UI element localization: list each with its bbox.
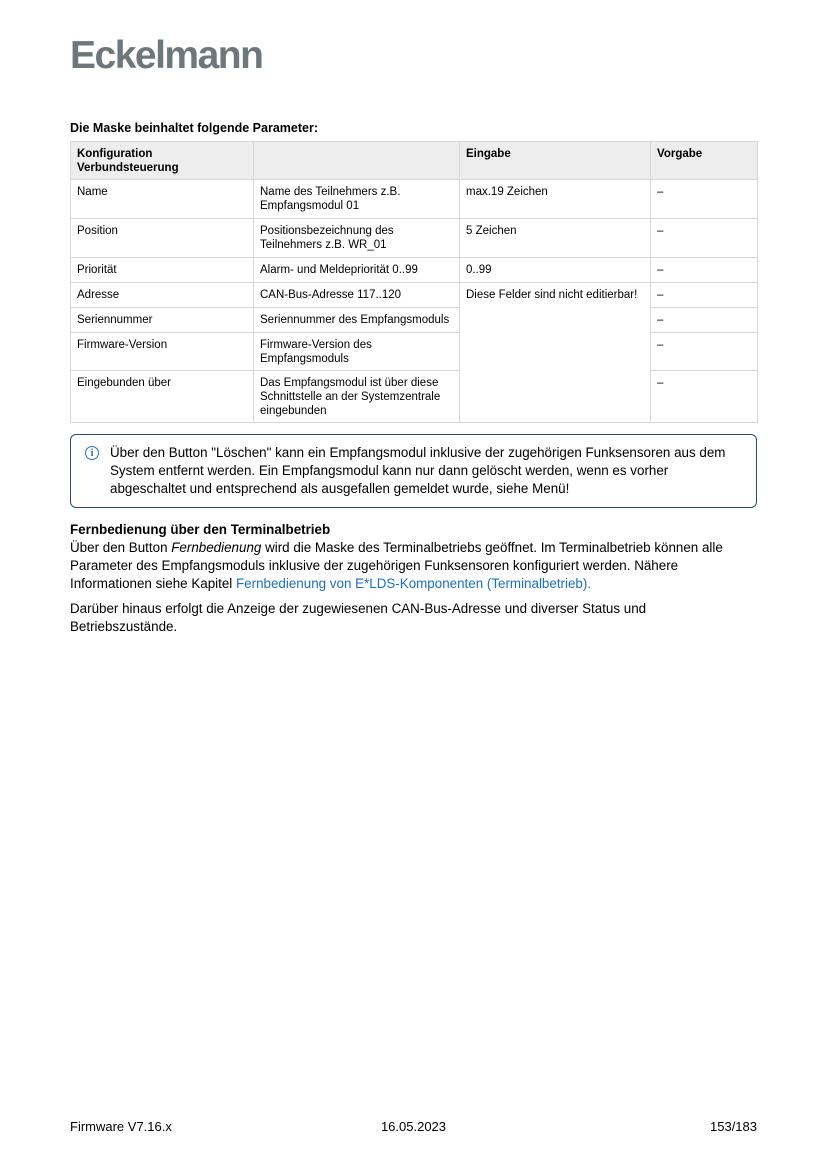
cell-param: Adresse [71,283,254,308]
cell-eingabe-merged: Diese Felder sind nicht editierbar! [460,283,651,423]
cell-desc: CAN-Bus-Adresse 117..120 [254,283,460,308]
cell-param: Name [71,180,254,219]
footer-page-number: 153/183 [710,1119,757,1134]
intro-heading: Die Maske beinhaltet folgende Parameter: [70,121,318,135]
cell-param: Seriennummer [71,308,254,333]
cell-eingabe: 5 Zeichen [460,219,651,258]
table-row [71,283,758,308]
cell-param: Position [71,219,254,258]
info-note-text: Über den Button "Löschen" kann ein Empfangsmodul inklusive der zugehörigen Funksensoren aus dem System entfernt werden. Ein Empfangsmodul kann nur dann gelöscht werden, wenn es vorher abgeschaltet und entsprechend als ausgefallen gemeldet wurde, siehe Menü! [110,445,726,496]
italic-term: Fernbedienung [171,540,262,555]
section-paragraph-1 [70,539,757,593]
page-content [70,0,757,636]
cell-eingabe: 0..99 [460,258,651,283]
paragraph-text: wird die Maske des Terminalbetriebs geöffnet. Im Terminalbetrieb können alle Parameter des Empfangsmoduls inklusive der zugehörigen Funksensoren konfiguriert werden. Nähere Informationen siehe Kapitel [70,540,723,591]
section-paragraph-2: Darüber hinaus erfolgt die Anzeige der zugewiesenen CAN-Bus-Adresse und diverser Status und Betriebszustände. [70,601,647,634]
cell-vorgabe: – [651,283,758,308]
col-header-eingabe: Eingabe [460,142,651,180]
table-row [71,333,758,371]
cell-vorgabe: – [651,333,758,371]
cell-eingabe: max.19 Zeichen [460,180,651,219]
cell-param: Priorität [71,258,254,283]
col-header-empty [254,142,460,180]
cell-desc: Alarm- und Meldepriorität 0..99 [254,258,460,283]
cell-vorgabe: – [651,180,758,219]
footer-date: 16.05.2023 [380,1119,447,1134]
cell-desc: Name des Teilnehmers z.B. Empfangsmodul 01 [254,180,460,219]
cell-desc: Seriennummer des Empfangsmoduls [254,308,460,333]
table-row [71,371,758,423]
footer-firmware-version: Firmware V7.16.x [70,1119,172,1134]
cell-vorgabe: – [651,258,758,283]
terminal-section [70,521,757,636]
table-row [71,219,758,258]
eckelmann-logo: Eckelmann [70,34,263,77]
col-header-konfiguration: Konfiguration Verbundsteuerung [71,142,254,180]
table-header-row [71,142,758,180]
section-heading: Fernbedienung über den Terminalbetrieb [70,522,331,537]
table-row [71,308,758,333]
info-icon: i [85,446,99,460]
cell-vorgabe: – [651,308,758,333]
cell-desc: Das Empfangsmodul ist über diese Schnittstelle an der Systemzentrale eingebunden [254,371,460,423]
table-row [71,258,758,283]
cell-param: Eingebunden über [71,371,254,423]
col-header-vorgabe: Vorgabe [651,142,758,180]
cell-desc: Positionsbezeichnung des Teilnehmers z.B. WR_01 [254,219,460,258]
paragraph-text: Über den Button [70,540,172,555]
chapter-link[interactable]: Fernbedienung von E*LDS-Komponenten (Terminalbetrieb). [236,576,592,591]
cell-vorgabe: – [651,219,758,258]
cell-param: Firmware-Version [71,333,254,371]
info-note-box [70,434,757,508]
cell-desc: Firmware-Version des Empfangsmoduls [254,333,460,371]
parameter-table [70,141,758,423]
page-footer [70,1119,757,1134]
cell-vorgabe: – [651,371,758,423]
table-row [71,180,758,219]
